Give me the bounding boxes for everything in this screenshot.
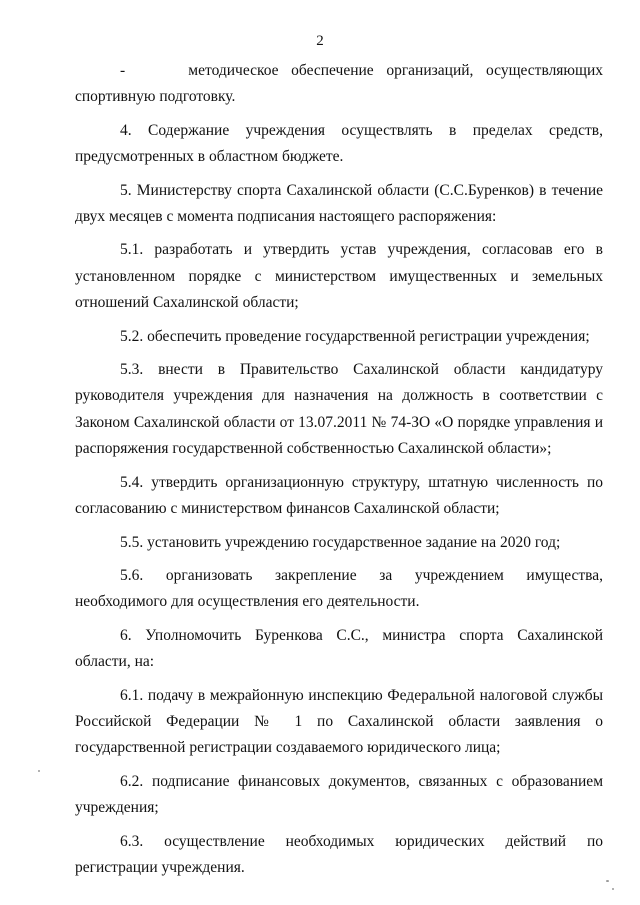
paragraph-5-5-state-task: 5.5. установить учреждению государственное задание на 2020 год; <box>120 533 561 551</box>
paragraph-6-2-financial-docs: 6.2. подписание финансовых документов, связанных с образованием учреждения; <box>75 772 603 817</box>
paragraph-6-authorization: 6. Уполномочить Буренкова С.С., министра спорта Сахалинской области, на: <box>75 626 603 671</box>
scan-speck <box>38 770 40 772</box>
document-body <box>75 58 603 881</box>
paragraph-5-2-registration: 5.2. обеспечить проведение государственной регистрации учреждения; <box>120 327 590 345</box>
paragraph-6-3-legal-actions: 6.3. осуществление необходимых юридических действий по регистрации учреждения. <box>75 832 603 876</box>
paragraph-5-ministry-tasks: 5. Министерству спорта Сахалинской области (С.С.Буренков) в течение двух месяцев с момента подписания настоящего распоряжения: <box>75 181 603 226</box>
paragraph-5-4-structure: 5.4. утвердить организационную структуру, штатную численность по согласованию с министерством финансов Сахалинской области; <box>75 473 603 518</box>
paragraph-5-6-property: 5.6. организовать закрепление за учреждением имущества, необходимого для осуществления его деятельности. <box>75 566 603 611</box>
paragraph-4-funding: 4. Содержание учреждения осуществлять в пределах средств, предусмотренных в областном бюджете. <box>75 121 603 166</box>
scan-speck <box>612 888 614 890</box>
paragraph-5-3-director-candidate: 5.3. внести в Правительство Сахалинской области кандидатуру руководителя учреждения для назначения на должность в соответствии с Законом Сахалинской области от 13.07.2011 № 74-ЗО «О порядке управления и распоряжения государственной собственностью Сахалинской области»; <box>75 361 603 458</box>
paragraph-item-methodical-support: - методическое обеспечение организаций, осуществляющих спортивную подготовку. <box>75 62 603 106</box>
scan-speck <box>606 880 609 882</box>
paragraph-6-1-tax-filing: 6.1. подачу в межрайонную инспекцию Федеральной налоговой службы Российской Федерации № 1 по Сахалинской области заявления о государственной регистрации создаваемого юридического лица; <box>75 686 603 757</box>
paragraph-5-1-charter: 5.1. разработать и утвердить устав учреждения, согласовав его в установленном порядке с министерством имущественных и земельных отношений Сахалинской области; <box>75 241 603 312</box>
page-number: 2 <box>316 33 324 49</box>
